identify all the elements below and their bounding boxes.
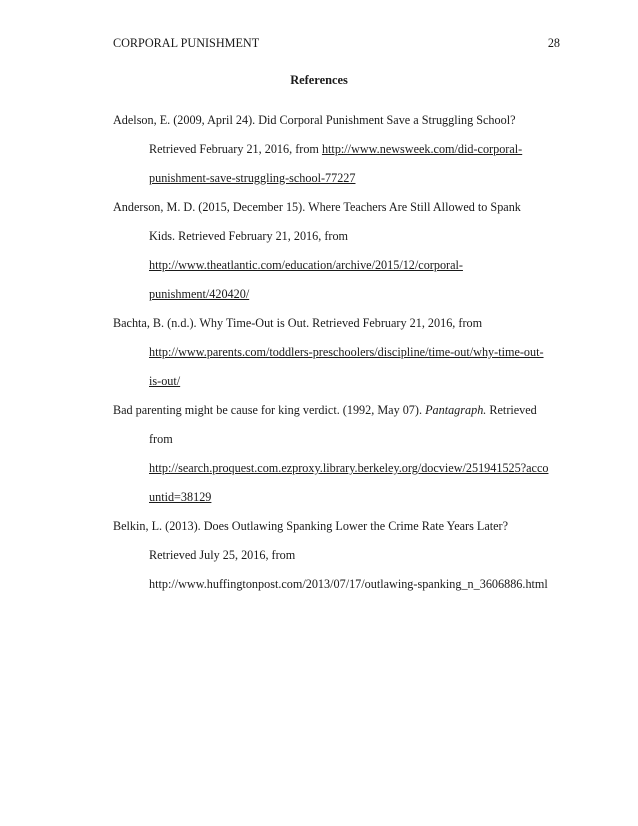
reference-line: from — [149, 432, 173, 446]
reference-text: Retrieved — [486, 403, 537, 417]
running-title: CORPORAL PUNISHMENT — [113, 36, 260, 50]
reference-line — [113, 396, 573, 425]
reference-source-title: Pantagraph. — [425, 403, 487, 417]
reference-line: Belkin, L. (2013). Does Outlawing Spanking Lower the Crime Rate Years Later? — [113, 519, 508, 533]
reference-line — [113, 454, 573, 483]
reference-line: Kids. Retrieved February 21, 2016, from — [149, 229, 349, 243]
reference-line: Bachta, B. (n.d.). Why Time-Out is Out. Retrieved February 21, 2016, from — [113, 316, 483, 330]
reference-line — [113, 135, 573, 164]
reference-line: Adelson, E. (2009, April 24). Did Corporal Punishment Save a Struggling School? — [113, 113, 516, 127]
reference-line — [113, 251, 573, 280]
reference-link[interactable]: is-out/ — [149, 374, 181, 388]
reference-link[interactable]: http://www.newsweek.com/did-corporal- — [321, 142, 523, 156]
reference-line — [113, 338, 573, 367]
reference-line — [113, 280, 573, 309]
reference-bachta — [113, 309, 573, 396]
reference-line — [113, 367, 573, 396]
running-head — [113, 36, 560, 51]
reference-link[interactable]: http://search.proquest.com.ezproxy.library.berkeley.org/docview/251941525?acco — [149, 461, 549, 475]
reference-line — [113, 164, 573, 193]
reference-list — [113, 106, 573, 599]
reference-line — [113, 570, 573, 599]
reference-text: Retrieved February 21, 2016, from — [149, 142, 322, 156]
reference-anderson — [113, 193, 573, 309]
reference-url: http://www.huffingtonpost.com/2013/07/17/outlawing-spanking_n_3606886.html — [149, 577, 548, 591]
reference-line: Retrieved July 25, 2016, from — [149, 548, 296, 562]
reference-link[interactable]: untid=38129 — [149, 490, 212, 504]
reference-link[interactable]: punishment-save-struggling-school-77227 — [149, 171, 356, 185]
reference-link[interactable]: http://www.parents.com/toddlers-preschoolers/discipline/time-out/why-time-out- — [149, 345, 544, 359]
references-heading: References — [290, 73, 348, 87]
reference-link[interactable]: punishment/420420/ — [149, 287, 250, 301]
reference-adelson — [113, 106, 573, 193]
reference-text: Bad parenting might be cause for king verdict. (1992, May 07). — [113, 403, 426, 417]
reference-line — [113, 483, 573, 512]
reference-link[interactable]: http://www.theatlantic.com/education/archive/2015/12/corporal- — [149, 258, 463, 272]
reference-belkin — [113, 512, 573, 599]
page-number: 28 — [547, 36, 560, 50]
reference-line: Anderson, M. D. (2015, December 15). Where Teachers Are Still Allowed to Spank — [113, 200, 521, 214]
reference-bad-parenting — [113, 396, 573, 512]
